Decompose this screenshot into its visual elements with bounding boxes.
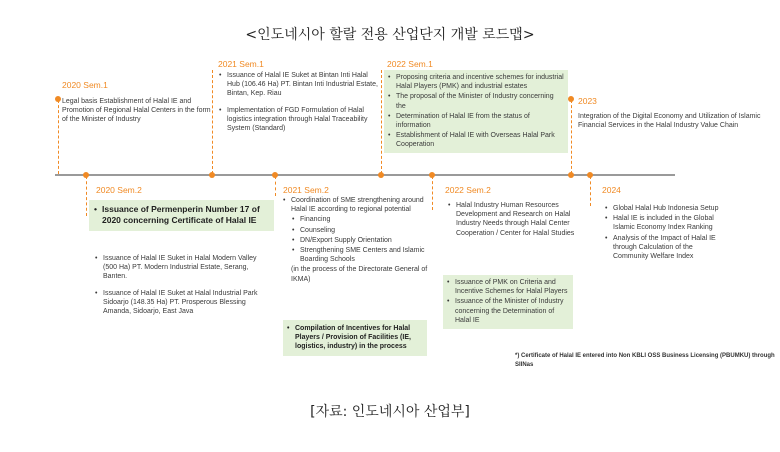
list-item: • Issuance of Halal IE Suket at Bintan Inti Halal Hub (106.46 Ha) PT. Bintan Inti Industrial Estate, Bintan, Kep. Riau: [218, 71, 378, 99]
connector-2020-sem2: [86, 176, 87, 216]
list-item: • The proposal of the Minister of Industry concerning the: [387, 92, 565, 110]
list-item: • Halal IE is included in the Global Islamic Economy Index Ranking: [604, 214, 729, 232]
timeline-axis: [55, 174, 675, 176]
milestone-2022-sem2-list: [447, 201, 585, 239]
list-item: • Coordination of SME strengthening around Halal IE according to regional potential: [282, 196, 432, 214]
milestone-2024-list: [604, 204, 729, 262]
dot-2023: [568, 96, 574, 102]
connector-2023: [571, 100, 572, 174]
list-item: • Issuance of Permenperin Number 17 of 2020 concerning Certificate of Halal IE: [93, 204, 270, 226]
milestone-label-2022-sem1: 2022 Sem.1: [387, 59, 433, 69]
milestone-2021-sem2-highlight: [283, 320, 427, 356]
milestone-label-2022-sem2: 2022 Sem.2: [445, 185, 491, 195]
connector-2020-sem1: [58, 100, 59, 174]
list-item: • Determination of Halal IE from the status of information: [387, 112, 565, 130]
connector-2021-sem1: [212, 70, 213, 174]
dot-2020-sem1: [55, 96, 61, 102]
milestone-2020-sem2-list: [94, 254, 264, 317]
list-item: • Issuance of PMK on Criteria and Incentive Schemes for Halal Players: [446, 278, 570, 296]
footnote: *) Certificate of Halal IE entered into Non KBLI OSS Business Licensing (PBUMKU) through SIINas: [515, 353, 775, 368]
milestone-text: Legal basis Establishment of Halal IE and Promotion of Regional Halal Centers in the form of the Minister of Industry: [62, 98, 211, 124]
milestone-2022-sem2-highlight: [443, 275, 573, 329]
list-item: • Analysis of the Impact of Halal IE through Calculation of the Community Welfare Index: [604, 234, 729, 262]
milestone-2020-sem1-text: [62, 97, 212, 125]
sub-item: • DN/Export Supply Orientation: [282, 236, 432, 245]
dot-2021-sem1: [209, 172, 215, 178]
dot-end: [568, 172, 574, 178]
dot-2020-sem2: [83, 172, 89, 178]
dot-2022-sem1: [378, 172, 384, 178]
connector-2022-sem1: [381, 70, 382, 174]
list-item: • Issuance of Halal IE Suket at Halal Industrial Park Sidoarjo (148.35 Ha) PT. Prosperous Blessing Amanda, Sidoarjo, East Java: [94, 289, 264, 317]
milestone-label-2020-sem1: 2020 Sem.1: [62, 80, 108, 90]
milestone-label-2021-sem2: 2021 Sem.2: [283, 185, 329, 195]
milestone-tail-text: (in the process of the Directorate General of IKMA): [291, 266, 428, 283]
source-caption: [자료: 인도네시아 산업부]: [310, 404, 470, 420]
list-item: • Implementation of FGD Formulation of Halal logistics integration through Halal Traceability System (Standard): [218, 106, 378, 134]
milestone-2023-text: [578, 112, 774, 130]
list-item: • Halal Industry Human Resources Development and Research on Halal Industry Needs through Halal Center Cooperation / Center for Halal Studies: [447, 201, 585, 238]
milestone-text: Integration of the Digital Economy and Utilization of Islamic Financial Services in the Halal Industry Value Chain: [578, 113, 761, 130]
sub-item: • Financing: [282, 215, 432, 224]
sub-item: • Strengthening SME Centers and Islamic Boarding Schools: [282, 246, 432, 264]
list-item: • Issuance of Halal IE Suket in Halal Modern Valley (500 Ha) PT. Modern Industrial Estate, Serang, Banten.: [94, 254, 264, 282]
milestone-2021-sem2-list: [282, 196, 432, 284]
dot-2021-sem2: [272, 172, 278, 178]
list-item: • Establishment of Halal IE with Overseas Halal Park Cooperation: [387, 131, 565, 149]
sub-item: • Counseling: [282, 226, 432, 235]
milestone-label-2024: 2024: [602, 185, 621, 195]
dot-2022-sem2: [429, 172, 435, 178]
page-title: <인도네시아 할랄 전용 산업단지 개발 로드맵>: [245, 27, 535, 43]
list-item: • Global Halal Hub Indonesia Setup: [604, 204, 729, 213]
connector-2021-sem2: [275, 176, 276, 196]
milestone-2020-sem2-highlight: [89, 200, 274, 231]
list-item: • Issuance of the Minister of Industry concerning the Determination of Halal IE: [446, 297, 570, 325]
list-item: • Proposing criteria and incentive schemes for industrial Halal Players (PMK) and industrial estates: [387, 73, 565, 91]
dot-2024: [587, 172, 593, 178]
milestone-label-2021-sem1: 2021 Sem.1: [218, 59, 264, 69]
connector-2024: [590, 176, 591, 206]
milestone-label-2020-sem2: 2020 Sem.2: [96, 185, 142, 195]
milestone-label-2023: 2023: [578, 96, 597, 106]
milestone-2022-sem1-box: [384, 70, 568, 153]
list-item: • Compilation of Incentives for Halal Players / Provision of Facilities (IE, logistics, industry) in the process: [286, 324, 424, 352]
milestone-2021-sem1-list: [218, 71, 378, 134]
connector-2022-sem2: [432, 176, 433, 210]
